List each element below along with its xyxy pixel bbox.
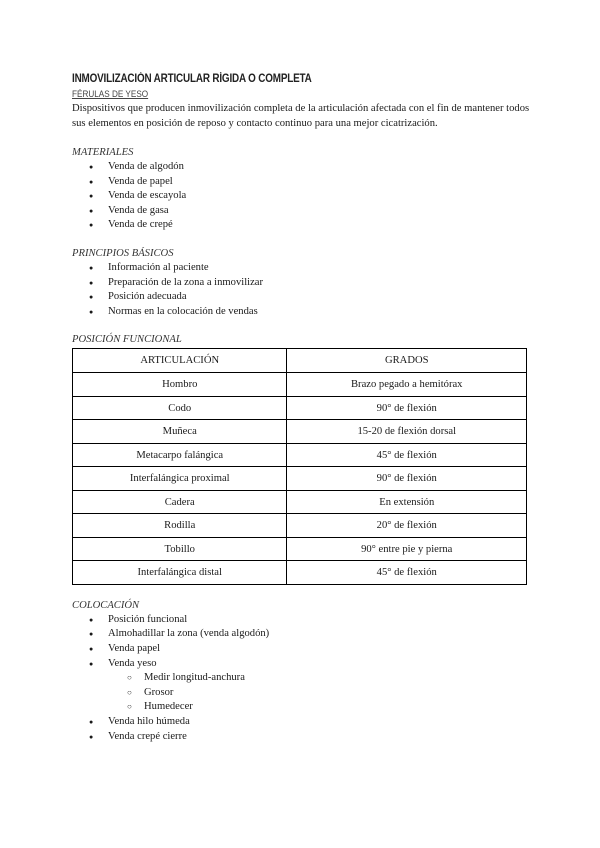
document-subtitle: FÉRULAS DE YESO xyxy=(72,89,149,100)
list-item: ● Información al paciente xyxy=(72,261,532,276)
posicion-heading: POSICIÓN FUNCIONAL xyxy=(72,334,182,346)
posicion-table xyxy=(72,348,527,585)
colocacion-heading: COLOCACIÓN xyxy=(72,599,140,611)
list-item: ● Venda papel xyxy=(72,642,532,657)
table-cell: Cadera xyxy=(73,490,287,514)
list-item: ● Venda de papel xyxy=(72,175,532,190)
table-row xyxy=(73,514,527,538)
list-item: ● Normas en la colocación de vendas xyxy=(72,305,532,320)
column-header-articulacion: ARTICULACIÓN xyxy=(73,349,287,373)
list-item: ● Venda de gasa xyxy=(72,204,532,219)
table-cell: Tobillo xyxy=(73,537,287,561)
sub-list-item: ○ Grosor xyxy=(72,686,532,701)
document-title: INMOVILIZACIÓN ARTICULAR RÍGIDA O COMPLETA xyxy=(72,73,312,85)
colocacion-list xyxy=(72,613,532,671)
table-cell: En extensión xyxy=(287,490,527,514)
table-cell: 90° de flexión xyxy=(287,467,527,491)
principios-list xyxy=(72,261,532,319)
list-item: ● Posición adecuada xyxy=(72,290,532,305)
table-cell: Muñeca xyxy=(73,420,287,444)
table-cell: 20° de flexión xyxy=(287,514,527,538)
intro-paragraph: Dispositivos que producen inmovilización completa de la articulación afectada con el fin de mantener todos sus elementos en posición de reposo y contacto continuo para una mejor cicatrización. xyxy=(72,103,530,129)
list-item: ● Venda hilo húmeda xyxy=(72,715,532,730)
sub-list-item: ○ Medir longitud-anchura xyxy=(72,671,532,686)
table-cell: Hombro xyxy=(73,373,287,397)
table-cell: 15-20 de flexión dorsal xyxy=(287,420,527,444)
table-cell: Interfalángica proximal xyxy=(73,467,287,491)
table-cell: Metacarpo falángica xyxy=(73,443,287,467)
list-item: ● Venda de escayola xyxy=(72,189,532,204)
list-item: ● Venda de crepé xyxy=(72,218,532,233)
document-page xyxy=(72,70,532,744)
sub-list-item: ○ Humedecer xyxy=(72,700,532,715)
table-row xyxy=(73,420,527,444)
table-cell: 45° de flexión xyxy=(287,443,527,467)
table-row xyxy=(73,537,527,561)
list-item: ● Venda yeso xyxy=(72,657,532,672)
table-cell: Interfalángica distal xyxy=(73,561,287,585)
colocacion-sublist xyxy=(72,671,532,715)
table-header-row xyxy=(73,349,527,373)
table-row xyxy=(73,467,527,491)
table-row xyxy=(73,443,527,467)
colocacion-list-continued xyxy=(72,715,532,744)
table-row xyxy=(73,396,527,420)
principios-heading: PRINCIPIOS BÁSICOS xyxy=(72,247,174,259)
materiales-list xyxy=(72,160,532,233)
list-item: ● Preparación de la zona a inmovilizar xyxy=(72,276,532,291)
table-cell: 45° de flexión xyxy=(287,561,527,585)
table-cell: 90° entre pie y pierna xyxy=(287,537,527,561)
table-row xyxy=(73,373,527,397)
table-cell: 90° de flexión xyxy=(287,396,527,420)
table-row xyxy=(73,490,527,514)
table-row xyxy=(73,561,527,585)
column-header-grados: GRADOS xyxy=(287,349,527,373)
list-item: ● Almohadillar la zona (venda algodón) xyxy=(72,627,532,642)
table-cell: Rodilla xyxy=(73,514,287,538)
materiales-heading: MATERIALES xyxy=(72,147,134,158)
table-cell: Codo xyxy=(73,396,287,420)
table-cell: Brazo pegado a hemitórax xyxy=(287,373,527,397)
list-item: ● Posición funcional xyxy=(72,613,532,628)
list-item: ● Venda crepé cierre xyxy=(72,730,532,745)
list-item: ● Venda de algodón xyxy=(72,160,532,175)
